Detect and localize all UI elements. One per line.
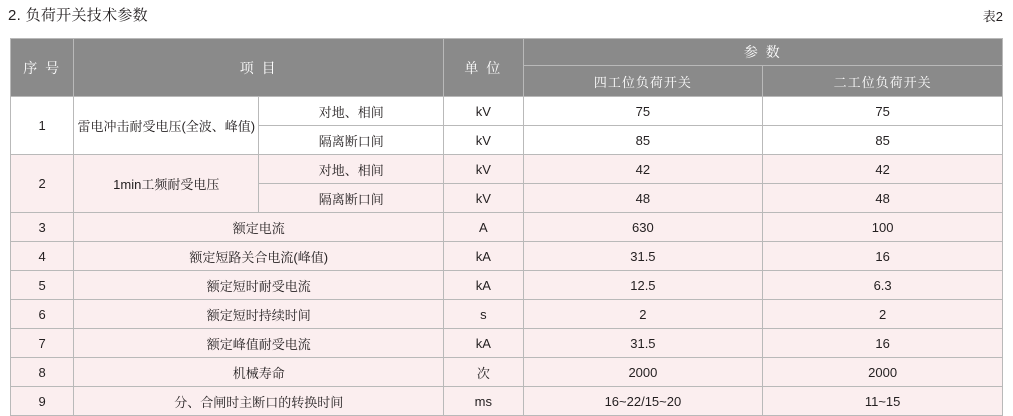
cell-item: 额定短路关合电流(峰值) bbox=[74, 242, 444, 271]
spec-table bbox=[10, 38, 1003, 416]
table-header bbox=[11, 39, 1003, 97]
header-params-group: 参 数 bbox=[523, 39, 1002, 66]
cell-subitem: 对地、相间 bbox=[259, 155, 444, 184]
cell-item: 额定短时持续时间 bbox=[74, 300, 444, 329]
header-row-top bbox=[11, 39, 1003, 66]
header-param-four-position: 四工位负荷开关 bbox=[523, 66, 763, 97]
cell-param1: 2000 bbox=[523, 358, 763, 387]
cell-unit: s bbox=[444, 300, 523, 329]
cell-param2: 75 bbox=[763, 97, 1003, 126]
cell-param2: 16 bbox=[763, 329, 1003, 358]
cell-param1: 48 bbox=[523, 184, 763, 213]
cell-param2: 85 bbox=[763, 126, 1003, 155]
cell-item: 分、合闸时主断口的转换时间 bbox=[74, 387, 444, 416]
cell-item: 1min工频耐受电压 bbox=[74, 155, 259, 213]
cell-param2: 2000 bbox=[763, 358, 1003, 387]
cell-item: 额定峰值耐受电流 bbox=[74, 329, 444, 358]
header-item: 项 目 bbox=[74, 39, 444, 97]
cell-unit: kV bbox=[444, 155, 523, 184]
header-param-two-position: 二工位负荷开关 bbox=[763, 66, 1003, 97]
cell-param1: 42 bbox=[523, 155, 763, 184]
table-row bbox=[11, 213, 1003, 242]
cell-unit: kA bbox=[444, 271, 523, 300]
cell-no: 3 bbox=[11, 213, 74, 242]
table-row bbox=[11, 97, 1003, 126]
cell-unit: 次 bbox=[444, 358, 523, 387]
cell-param2: 100 bbox=[763, 213, 1003, 242]
cell-subitem: 隔离断口间 bbox=[259, 184, 444, 213]
cell-subitem: 隔离断口间 bbox=[259, 126, 444, 155]
cell-unit: ms bbox=[444, 387, 523, 416]
cell-param1: 16~22/15~20 bbox=[523, 387, 763, 416]
cell-item: 机械寿命 bbox=[74, 358, 444, 387]
cell-no: 1 bbox=[11, 97, 74, 155]
cell-param2: 11~15 bbox=[763, 387, 1003, 416]
table-body bbox=[11, 97, 1003, 416]
cell-param2: 6.3 bbox=[763, 271, 1003, 300]
cell-unit: kV bbox=[444, 184, 523, 213]
heading-row bbox=[0, 0, 1013, 34]
cell-param1: 12.5 bbox=[523, 271, 763, 300]
cell-no: 5 bbox=[11, 271, 74, 300]
cell-subitem: 对地、相间 bbox=[259, 97, 444, 126]
cell-param1: 2 bbox=[523, 300, 763, 329]
cell-unit: kV bbox=[444, 126, 523, 155]
cell-no: 9 bbox=[11, 387, 74, 416]
cell-param2: 42 bbox=[763, 155, 1003, 184]
cell-no: 2 bbox=[11, 155, 74, 213]
table-row bbox=[11, 300, 1003, 329]
cell-param2: 2 bbox=[763, 300, 1003, 329]
header-no: 序 号 bbox=[11, 39, 74, 97]
cell-unit: kA bbox=[444, 242, 523, 271]
cell-param1: 31.5 bbox=[523, 242, 763, 271]
cell-item: 雷电冲击耐受电压(全波、峰值) bbox=[74, 97, 259, 155]
cell-no: 7 bbox=[11, 329, 74, 358]
cell-param2: 48 bbox=[763, 184, 1003, 213]
cell-no: 6 bbox=[11, 300, 74, 329]
cell-no: 4 bbox=[11, 242, 74, 271]
table-row bbox=[11, 387, 1003, 416]
table-row bbox=[11, 358, 1003, 387]
page-title: 2. 负荷开关技术参数 bbox=[8, 7, 148, 24]
cell-param2: 16 bbox=[763, 242, 1003, 271]
cell-item: 额定电流 bbox=[74, 213, 444, 242]
cell-unit: A bbox=[444, 213, 523, 242]
table-number-label: 表2 bbox=[982, 9, 1003, 24]
cell-unit: kA bbox=[444, 329, 523, 358]
cell-item: 额定短时耐受电流 bbox=[74, 271, 444, 300]
table-row bbox=[11, 242, 1003, 271]
header-unit: 单 位 bbox=[444, 39, 523, 97]
table-row bbox=[11, 155, 1003, 184]
table-row bbox=[11, 329, 1003, 358]
table-row bbox=[11, 271, 1003, 300]
cell-unit: kV bbox=[444, 97, 523, 126]
cell-param1: 31.5 bbox=[523, 329, 763, 358]
cell-no: 8 bbox=[11, 358, 74, 387]
cell-param1: 75 bbox=[523, 97, 763, 126]
cell-param1: 630 bbox=[523, 213, 763, 242]
cell-param1: 85 bbox=[523, 126, 763, 155]
